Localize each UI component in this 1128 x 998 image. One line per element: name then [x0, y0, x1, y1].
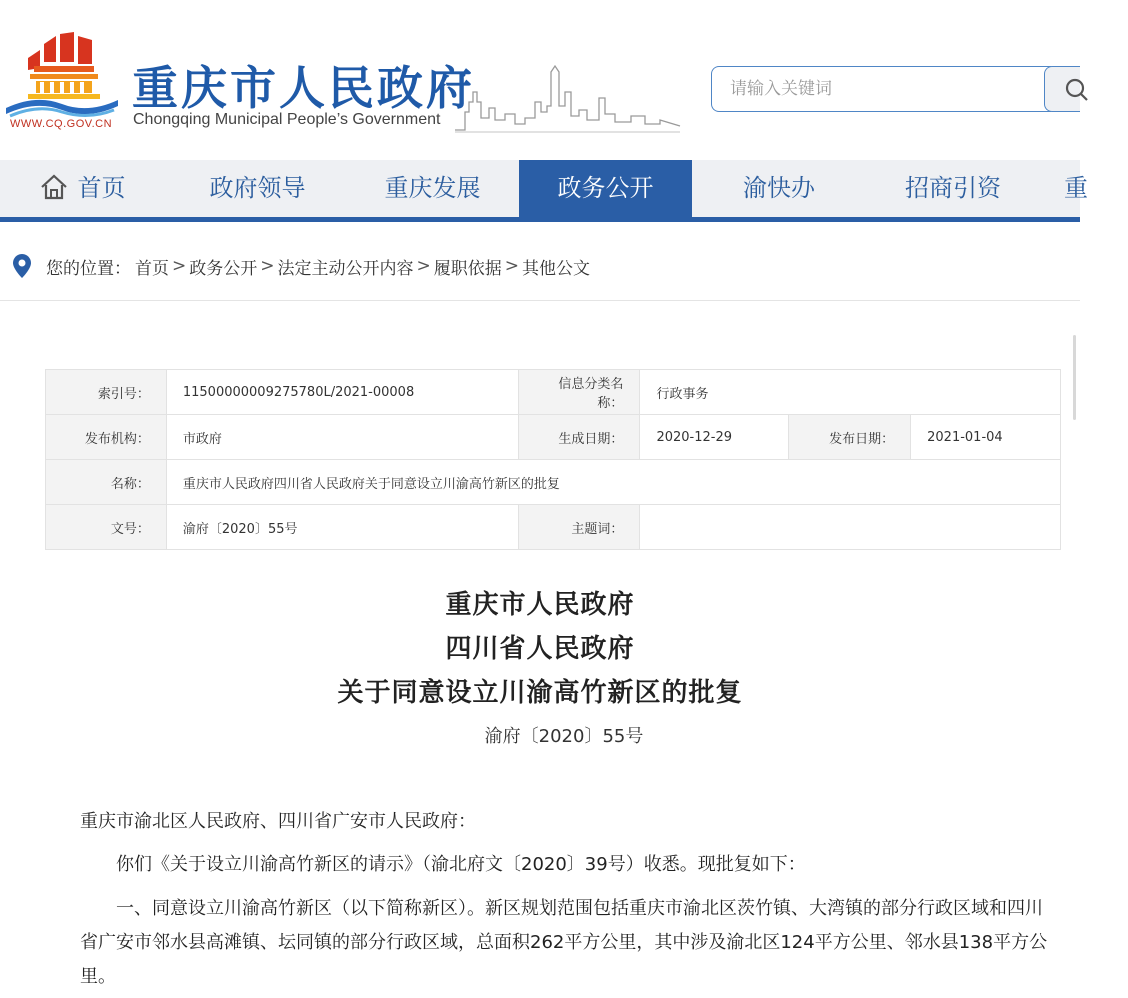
- search-input[interactable]: [712, 67, 1051, 111]
- breadcrumb-separator: >: [260, 256, 275, 276]
- created-date-value: 2020-12-29: [640, 415, 789, 460]
- site-subtitle: Chongqing Municipal People’s Government: [133, 111, 441, 128]
- city-skyline-decoration: [455, 62, 680, 134]
- name-value: 重庆市人民政府四川省人民政府关于同意设立川渝高竹新区的批复: [166, 460, 1060, 505]
- table-row: [46, 505, 1061, 550]
- content-divider: [0, 300, 1080, 301]
- subject-label: 主题词：: [518, 505, 640, 550]
- category-label: 信息分类名称：: [518, 370, 640, 415]
- doc-number-value: 渝府〔2020〕55号: [166, 505, 518, 550]
- breadcrumb: [0, 236, 1080, 296]
- breadcrumb-separator: >: [172, 256, 187, 276]
- home-icon: [40, 174, 68, 200]
- table-row: [46, 460, 1061, 505]
- site-title[interactable]: 重庆市人民政府: [132, 61, 475, 115]
- issuer-value: 市政府: [166, 415, 518, 460]
- nav-item-leaders[interactable]: 政府领导: [209, 174, 306, 202]
- document-info-table: [45, 369, 1061, 550]
- document-title-line2: 四川省人民政府: [445, 634, 635, 664]
- subject-value: [640, 505, 1061, 550]
- breadcrumb-separator: >: [416, 256, 431, 276]
- location-pin-icon: [12, 253, 32, 279]
- breadcrumb-home[interactable]: 首页: [135, 258, 169, 279]
- government-emblem-logo[interactable]: [6, 32, 118, 122]
- index-value: 11500000009275780L/2021-00008: [166, 370, 518, 415]
- scrollbar-thumb[interactable]: [1073, 335, 1076, 420]
- document-addressee: 重庆市渝北区人民政府、四川省广安市人民政府：: [80, 811, 476, 832]
- breadcrumb-gov-affairs[interactable]: 政务公开: [189, 258, 258, 279]
- created-date-label: 生成日期：: [518, 415, 640, 460]
- nav-item-more[interactable]: 重: [1064, 174, 1088, 202]
- breadcrumb-statutory[interactable]: 法定主动公开内容: [277, 258, 414, 279]
- breadcrumb-duty-basis[interactable]: 履职依据: [433, 258, 502, 279]
- index-label: 索引号：: [46, 370, 167, 415]
- category-value: 行政事务: [640, 370, 1061, 415]
- breadcrumb-label: 您的位置：: [46, 258, 131, 279]
- document-title-line3: 关于同意设立川渝高竹新区的批复: [337, 678, 743, 708]
- breadcrumb-other-docs[interactable]: 其他公文: [522, 258, 590, 279]
- doc-number-label: 文号：: [46, 505, 167, 550]
- issuer-label: 发布机构：: [46, 415, 167, 460]
- site-header: [0, 0, 1080, 160]
- nav-item-yukuaiban[interactable]: 渝快办: [743, 174, 815, 202]
- table-row: [46, 370, 1061, 415]
- nav-item-investment[interactable]: 招商引资: [905, 174, 1001, 202]
- table-row: [46, 415, 1061, 460]
- logo-url-text: WWW.CQ.GOV.CN: [10, 118, 113, 130]
- document-number: 渝府〔2020〕55号: [484, 726, 644, 747]
- breadcrumb-separator: >: [504, 256, 519, 276]
- document-title-line1: 重庆市人民政府: [445, 590, 635, 620]
- search-icon: [1065, 78, 1087, 100]
- nav-item-gov-affairs[interactable]: 政务公开: [519, 160, 692, 222]
- search-button[interactable]: [1044, 66, 1080, 112]
- document-paragraph: 一、同意设立川渝高竹新区（以下简称新区）。新区规划范围包括重庆市渝北区茨竹镇、大湾镇的部分行政区域和四川省广安市邻水县高滩镇、坛同镇的部分行政区域，总面积262平方公里，其中涉及渝北区124平方公里、邻水县138平方公里。: [80, 898, 1048, 987]
- published-date-value: 2021-01-04: [911, 415, 1061, 460]
- nav-item-home[interactable]: [0, 160, 165, 217]
- main-nav: [0, 160, 1088, 222]
- search-box: [711, 66, 1051, 112]
- nav-label: 首页: [77, 174, 126, 202]
- published-date-label: 发布日期：: [789, 415, 911, 460]
- nav-item-development[interactable]: 重庆发展: [384, 174, 481, 202]
- name-label: 名称：: [46, 460, 167, 505]
- document-paragraph: 你们《关于设立川渝高竹新区的请示》（渝北府文〔2020〕39号）收悉。现批复如下：: [116, 854, 806, 875]
